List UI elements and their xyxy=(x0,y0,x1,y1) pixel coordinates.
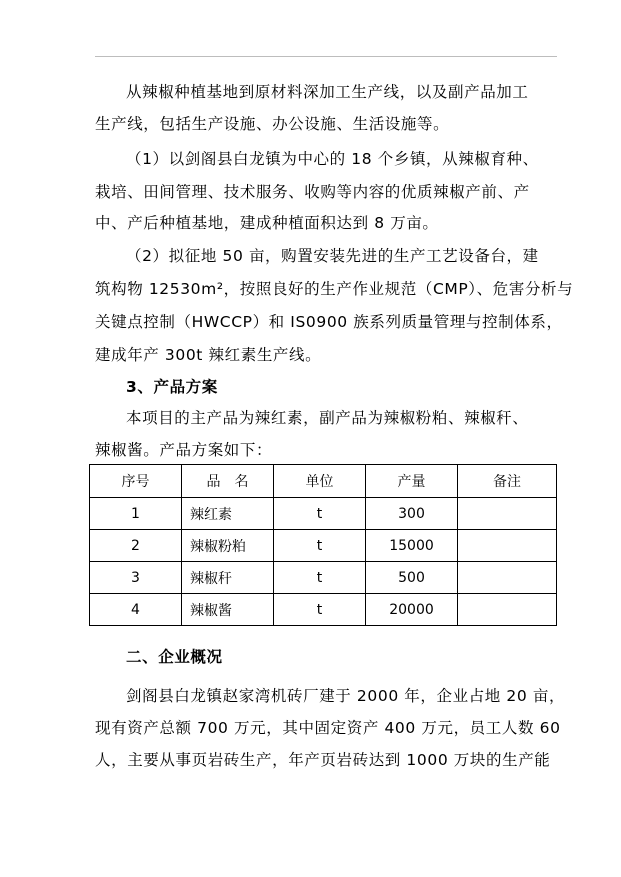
paragraph-line: 栽培、田间管理、技术服务、收购等内容的优质辣椒产前、产 xyxy=(95,183,530,201)
table-row xyxy=(90,562,557,594)
paragraph-line: 关键点控制（HWCCP）和 IS0900 族系列质量管理与控制体系， xyxy=(95,313,563,331)
cell-name: 辣椒粉粕 xyxy=(182,530,274,562)
cell-remarks xyxy=(458,562,557,594)
paragraph-line: 本项目的主产品为辣红素，副产品为辣椒粉粕、辣椒秆、 xyxy=(126,409,529,427)
cell-unit: t xyxy=(274,594,366,626)
cell-index: 4 xyxy=(90,594,182,626)
column-header-name: 品 名 xyxy=(182,465,274,498)
cell-unit: t xyxy=(274,530,366,562)
paragraph-line: 辣椒酱。产品方案如下： xyxy=(95,441,273,459)
cell-remarks xyxy=(458,530,557,562)
cell-index: 3 xyxy=(90,562,182,594)
cell-output: 500 xyxy=(366,562,458,594)
cell-output: 300 xyxy=(366,498,458,530)
cell-index: 1 xyxy=(90,498,182,530)
cell-unit: t xyxy=(274,498,366,530)
cell-output: 20000 xyxy=(366,594,458,626)
section-heading-product-plan: 3、产品方案 xyxy=(126,378,218,396)
paragraph-line: 剑阁县白龙镇赵家湾机砖厂建于 2000 年，企业占地 20 亩， xyxy=(126,687,566,705)
paragraph-line: 现有资产总额 700 万元，其中固定资产 400 万元，员工人数 60 xyxy=(95,719,561,737)
paragraph-line: 中、产后种植基地，建成种植面积达到 8 万亩。 xyxy=(95,214,439,232)
cell-index: 2 xyxy=(90,530,182,562)
cell-unit: t xyxy=(274,562,366,594)
column-header-index: 序号 xyxy=(90,465,182,498)
cell-name: 辣红素 xyxy=(182,498,274,530)
page-header-rule xyxy=(95,56,557,57)
product-table xyxy=(89,464,557,626)
table-row xyxy=(90,594,557,626)
column-header-output: 产量 xyxy=(366,465,458,498)
paragraph-line: （1）以剑阁县白龙镇为中心的 18 个乡镇，从辣椒育种、 xyxy=(126,150,539,168)
cell-remarks xyxy=(458,594,557,626)
cell-remarks xyxy=(458,498,557,530)
cell-name: 辣椒秆 xyxy=(182,562,274,594)
paragraph-line: 生产线，包括生产设施、办公设施、生活设施等。 xyxy=(95,115,450,133)
paragraph-line: 建成年产 300t 辣红素生产线。 xyxy=(95,346,322,364)
column-header-remarks: 备注 xyxy=(458,465,557,498)
cell-name: 辣椒酱 xyxy=(182,594,274,626)
column-header-unit: 单位 xyxy=(274,465,366,498)
paragraph-line: （2）拟征地 50 亩，购置安装先进的生产工艺设备台，建 xyxy=(126,247,539,265)
table-row xyxy=(90,530,557,562)
cell-output: 15000 xyxy=(366,530,458,562)
table-row xyxy=(90,498,557,530)
section-heading-company-overview: 二、企业概况 xyxy=(126,648,223,666)
table-header-row xyxy=(90,465,557,498)
paragraph-line: 人，主要从事页岩砖生产，年产页岩砖达到 1000 万块的生产能 xyxy=(95,751,551,769)
paragraph-line: 筑构物 12530m²，按照良好的生产作业规范（CMP）、危害分析与 xyxy=(95,280,574,298)
paragraph-line: 从辣椒种植基地到原材料深加工生产线，以及副产品加工 xyxy=(126,83,529,101)
